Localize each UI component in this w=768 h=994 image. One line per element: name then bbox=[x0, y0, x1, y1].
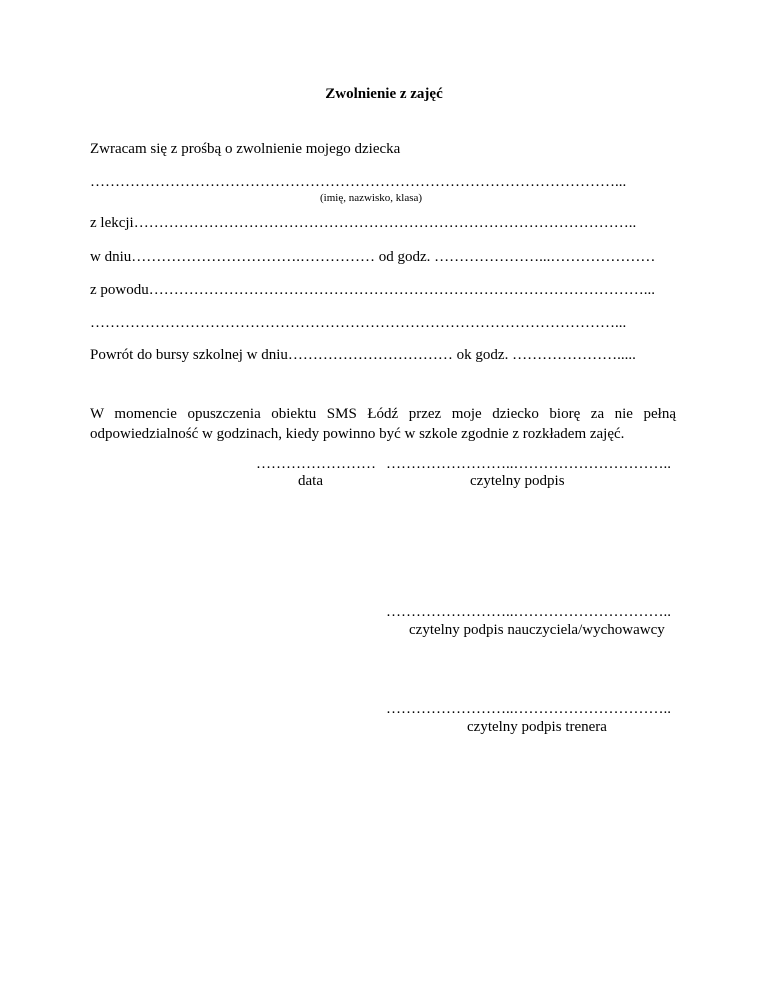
child-name-field-line: ……………………………………………………………………………………………... bbox=[90, 174, 627, 190]
teacher-signature-label: czytelny podpis nauczyciela/wychowawcy bbox=[409, 622, 665, 638]
date-signature-dots: …………………… bbox=[256, 456, 376, 472]
child-name-hint: (imię, nazwisko, klasa) bbox=[320, 192, 423, 204]
date-signature-label: data bbox=[298, 473, 323, 489]
responsibility-statement: W momencie opuszczenia obiektu SMS Łódź przez moje dziecko biorę za nie pełną odpowiedzialność w godzinach, kiedy powinno być w szkole zgodnie z rozkładem zajęć. bbox=[90, 406, 676, 442]
date-time-field-line: w dniu…………………………….…………… od godz. …………………...………………… bbox=[90, 249, 656, 265]
parent-signature-label: czytelny podpis bbox=[470, 473, 565, 489]
reason-field-line-2: ……………………………………………………………………………………………... bbox=[90, 315, 627, 331]
teacher-signature-dots: ……………………..………………………….. bbox=[386, 604, 671, 620]
document-title: Zwolnienie z zajęć bbox=[325, 86, 443, 102]
coach-signature-label: czytelny podpis trenera bbox=[467, 719, 607, 735]
intro-text: Zwracam się z prośbą o zwolnienie mojego dziecka bbox=[90, 141, 401, 157]
lesson-field-line: z lekcji……………………………………………………………………………………….. bbox=[90, 215, 637, 231]
return-field-line: Powrót do bursy szkolnej w dniu…………………………… ok godz. …………………..... bbox=[90, 347, 636, 363]
reason-field-line-1: z powodu………………………………………………………………………………………... bbox=[90, 282, 655, 298]
parent-signature-dots: ……………………..………………………….. bbox=[386, 456, 671, 472]
coach-signature-dots: ……………………..………………………….. bbox=[386, 701, 671, 717]
